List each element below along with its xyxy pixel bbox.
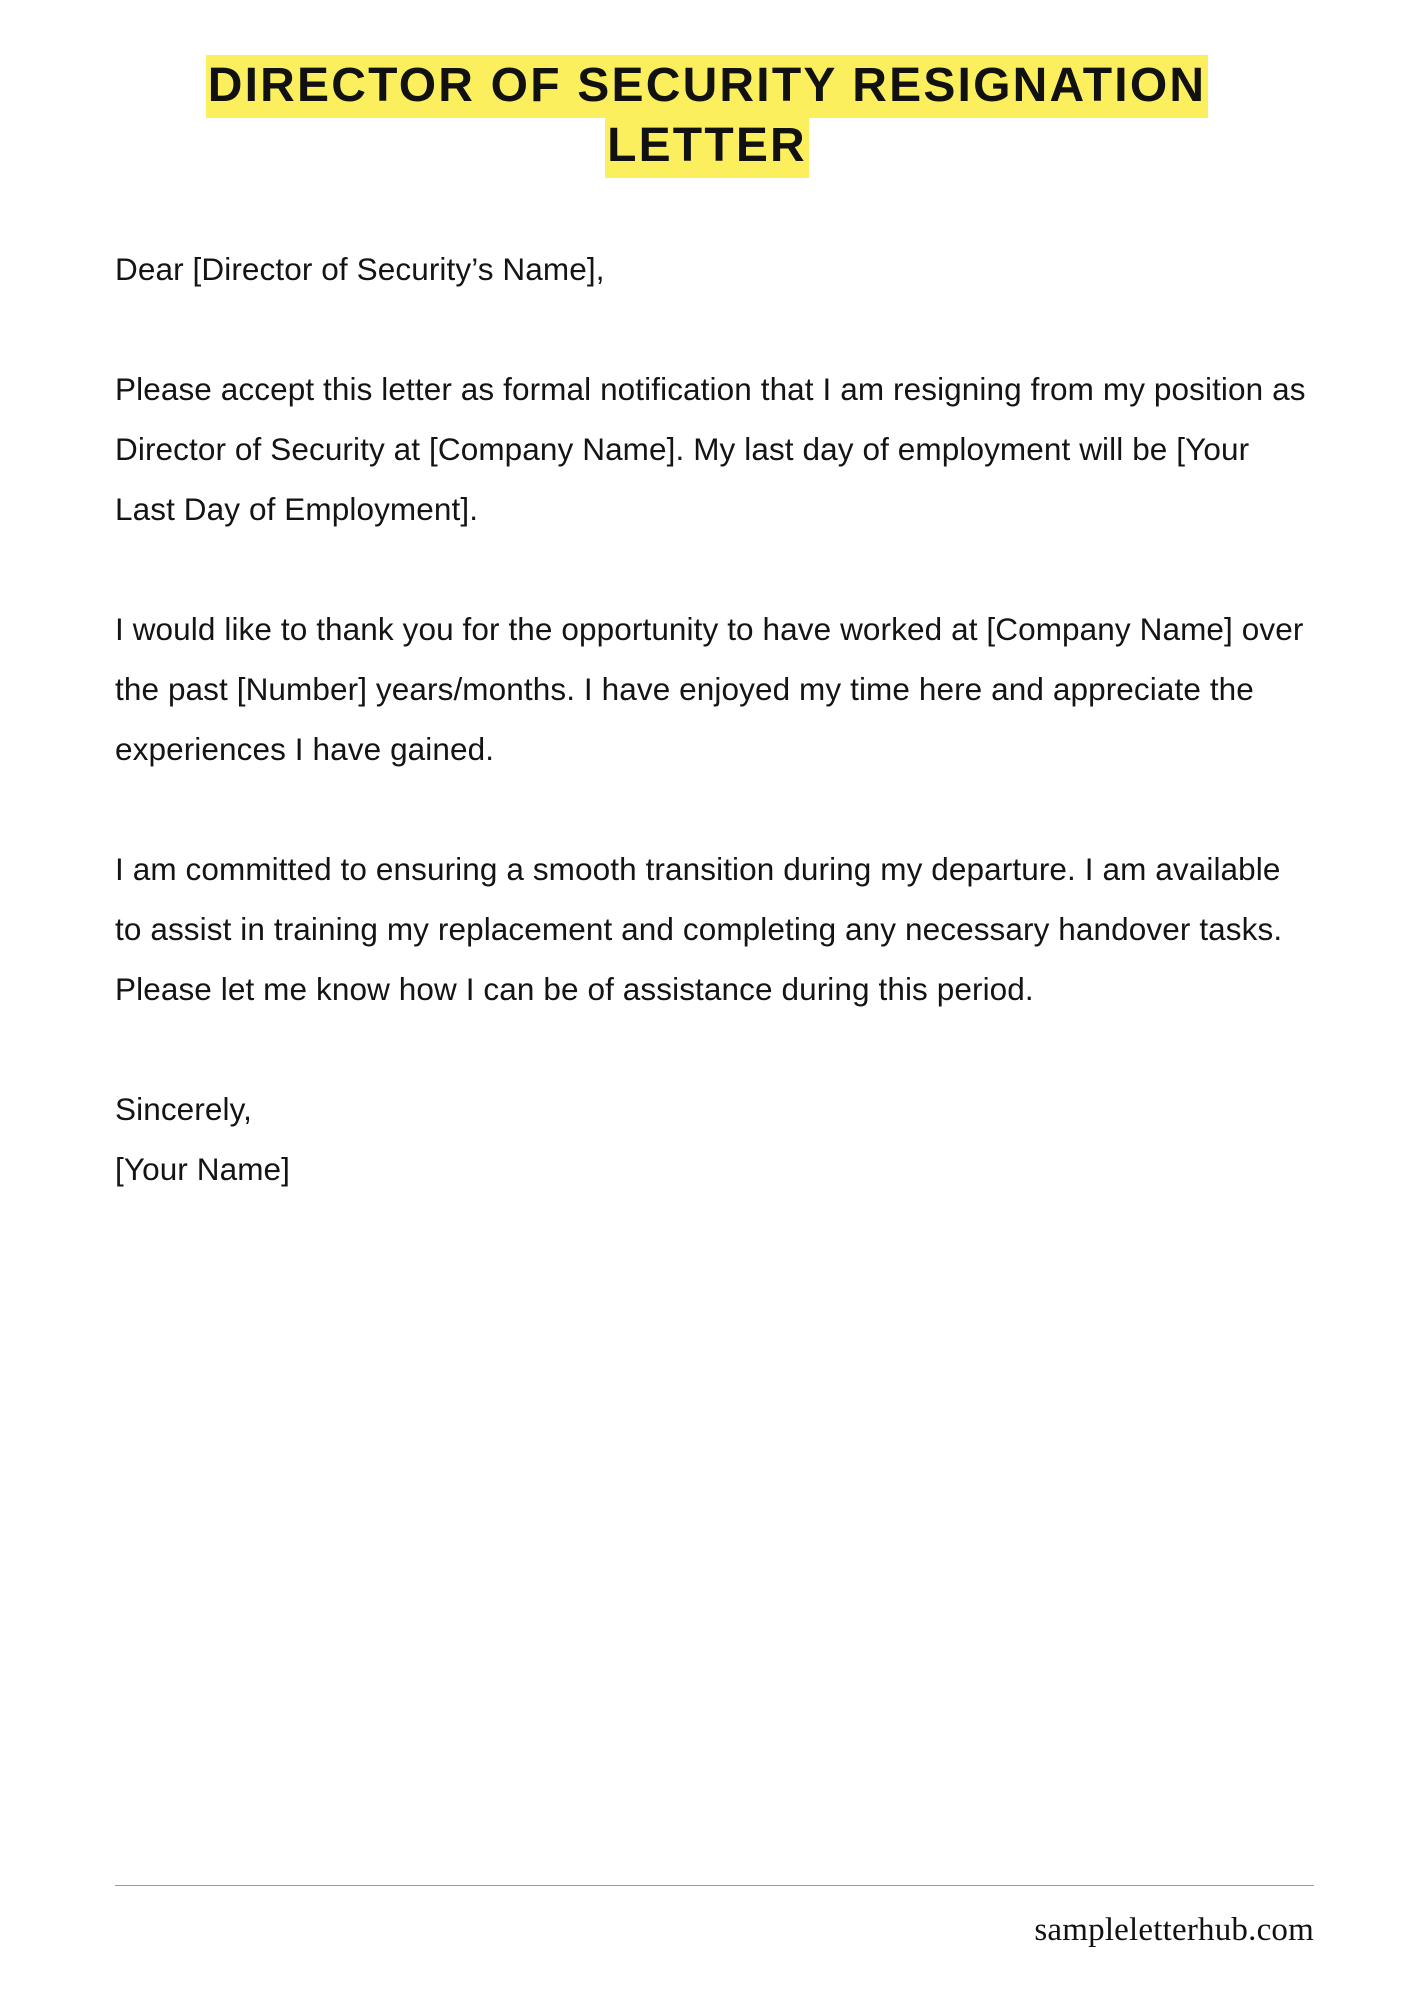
title-highlight-2: LETTER: [605, 115, 809, 178]
page-title: [0, 0, 1414, 177]
footer-website: sampleletterhub.com: [1034, 1911, 1314, 1948]
sign-off: [115, 1079, 1314, 1199]
closing-line: Sincerely,: [115, 1090, 252, 1127]
title-highlight-1: DIRECTOR OF SECURITY RESIGNATION: [206, 55, 1208, 118]
paragraph-2: I would like to thank you for the opportunity to have worked at [Company Name] over the past [Number] years/months. I have enjoyed my time here and appreciate the experiences I have gained.: [115, 610, 1304, 767]
signature-name: [Your Name]: [115, 1150, 291, 1187]
paragraph-1: Please accept this letter as formal notification that I am resigning from my position as Director of Security at [Company Name]. My last day of employment will be [Your Last Day of Employment].: [115, 370, 1306, 527]
salutation: Dear [Director of Security’s Name],: [115, 250, 605, 287]
title-line-1: [14, 56, 1400, 116]
letter-body: [0, 177, 1414, 1199]
footer-divider: [115, 1885, 1314, 1886]
paragraph-3: I am committed to ensuring a smooth transition during my departure. I am available to assist in training my replacement and completing any necessary handover tasks. Please let me know how I can be of assistance during this period.: [115, 850, 1283, 1007]
title-line-2: [14, 116, 1400, 176]
page-footer: [115, 1885, 1314, 1948]
